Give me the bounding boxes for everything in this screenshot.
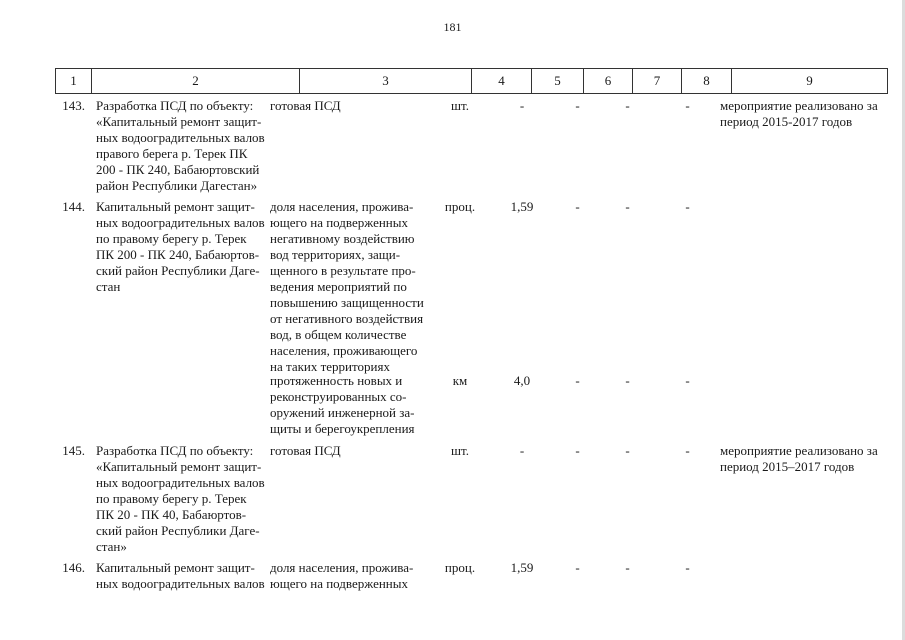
indicator-line: доля населения, прожива- [270, 560, 414, 575]
value-col-6: - [575, 373, 580, 388]
value-col-7: - [625, 98, 630, 113]
header-col-7: 7 [632, 69, 681, 93]
indicator-line: щиты и берегоукрепления [270, 421, 415, 436]
header-col-1: 1 [55, 69, 91, 93]
indicator-line: вод территориях, защи- [270, 247, 401, 262]
unit-cell: км [452, 373, 468, 388]
indicator-line: щенного в результате про- [270, 263, 416, 278]
header-col-5: 5 [531, 69, 583, 93]
value-col-7: - [625, 373, 630, 388]
value-col-7: - [625, 560, 630, 575]
indicator-line: готовая ПСД [270, 443, 341, 458]
indicator-line: готовая ПСД [270, 98, 341, 113]
value-col-5: 1,59 [510, 560, 534, 575]
unit-cell: шт. [451, 98, 469, 113]
indicator-line: реконструированных со- [270, 389, 407, 404]
value-col-8: - [685, 199, 690, 214]
object-name-line: ных водооградительных валов [96, 475, 265, 490]
object-name-line: 200 - ПК 240, Бабаюртовский [96, 162, 260, 177]
note-line: мероприятие реализовано за [720, 98, 878, 113]
value-col-6: - [575, 199, 580, 214]
row-number: 145. [62, 443, 85, 458]
object-name-line: по правому берегу р. Терек [96, 491, 247, 506]
object-name-line: Капитальный ремонт защит- [96, 560, 255, 575]
indicator-line: от негативного воздействия [270, 311, 424, 326]
note-line: период 2015-2017 годов [720, 114, 853, 129]
object-name-line: ных водооградительных валов [96, 130, 265, 145]
header-col-3: 3 [299, 69, 471, 93]
indicator-line: вод, в общем количестве [270, 327, 407, 342]
unit-cell: шт. [451, 443, 469, 458]
value-col-5: - [519, 98, 525, 113]
object-name-line: «Капитальный ремонт защит- [96, 459, 262, 474]
indicator-line: оружений инженерной за- [270, 405, 415, 420]
header-col-8: 8 [681, 69, 731, 93]
indicator-line: ведения мероприятий по [270, 279, 407, 294]
page-number: 181 [443, 20, 462, 34]
object-name-line: Разработка ПСД по объекту: [96, 98, 254, 113]
object-name-line: стан [96, 279, 121, 294]
object-name-line: ПК 20 - ПК 40, Бабаюртов- [96, 507, 247, 522]
row-number: 144. [62, 199, 85, 214]
note-line: мероприятие реализовано за [720, 443, 878, 458]
indicator-line: негативному воздействию [270, 231, 415, 246]
row-number: 146. [62, 560, 85, 575]
value-col-7: - [625, 443, 630, 458]
object-name-line: ский район Республики Даге- [96, 523, 260, 538]
object-name-line: Разработка ПСД по объекту: [96, 443, 254, 458]
object-name-line: «Капитальный ремонт защит- [96, 114, 262, 129]
object-name-line: по правому берегу р. Терек [96, 231, 247, 246]
note-line: период 2015–2017 годов [720, 459, 855, 474]
unit-cell: проц. [444, 199, 476, 214]
value-col-6: - [575, 98, 580, 113]
unit-cell: проц. [444, 560, 476, 575]
indicator-line: повышению защищенности [270, 295, 424, 310]
object-name-line: ПК 200 - ПК 240, Бабаюртов- [96, 247, 260, 262]
header-col-6: 6 [583, 69, 632, 93]
indicator-line: ющего на подверженных [270, 576, 408, 591]
indicator-line: населения, проживающего [270, 343, 418, 358]
object-name-line: правого берега р. Терек ПК [96, 146, 248, 161]
object-name-line: район Республики Дагестан» [96, 178, 258, 193]
object-name-line: ский район Республики Даге- [96, 263, 260, 278]
value-col-8: - [685, 373, 690, 388]
value-col-7: - [625, 199, 630, 214]
object-name-line: ных водооградительных валов [96, 215, 265, 230]
object-name-line: стан» [96, 539, 127, 554]
indicator-line: ющего на подверженных [270, 215, 408, 230]
value-col-8: - [685, 560, 690, 575]
indicator-line: протяженность новых и [270, 373, 403, 388]
value-col-6: - [575, 443, 580, 458]
value-col-5: 1,59 [510, 199, 534, 214]
row-number: 143. [62, 98, 85, 113]
object-name-line: Капитальный ремонт защит- [96, 199, 255, 214]
header-col-9: 9 [731, 69, 888, 93]
value-col-8: - [685, 443, 690, 458]
value-col-6: - [575, 560, 580, 575]
header-col-4: 4 [471, 69, 531, 93]
object-name-line: ных водооградительных валов [96, 576, 265, 591]
value-col-5: - [519, 443, 525, 458]
header-col-2: 2 [91, 69, 299, 93]
indicator-line: доля населения, прожива- [270, 199, 414, 214]
value-col-5: 4,0 [513, 373, 531, 388]
value-col-8: - [685, 98, 690, 113]
indicator-line: на таких территориях [270, 359, 390, 374]
table-header [55, 68, 888, 94]
